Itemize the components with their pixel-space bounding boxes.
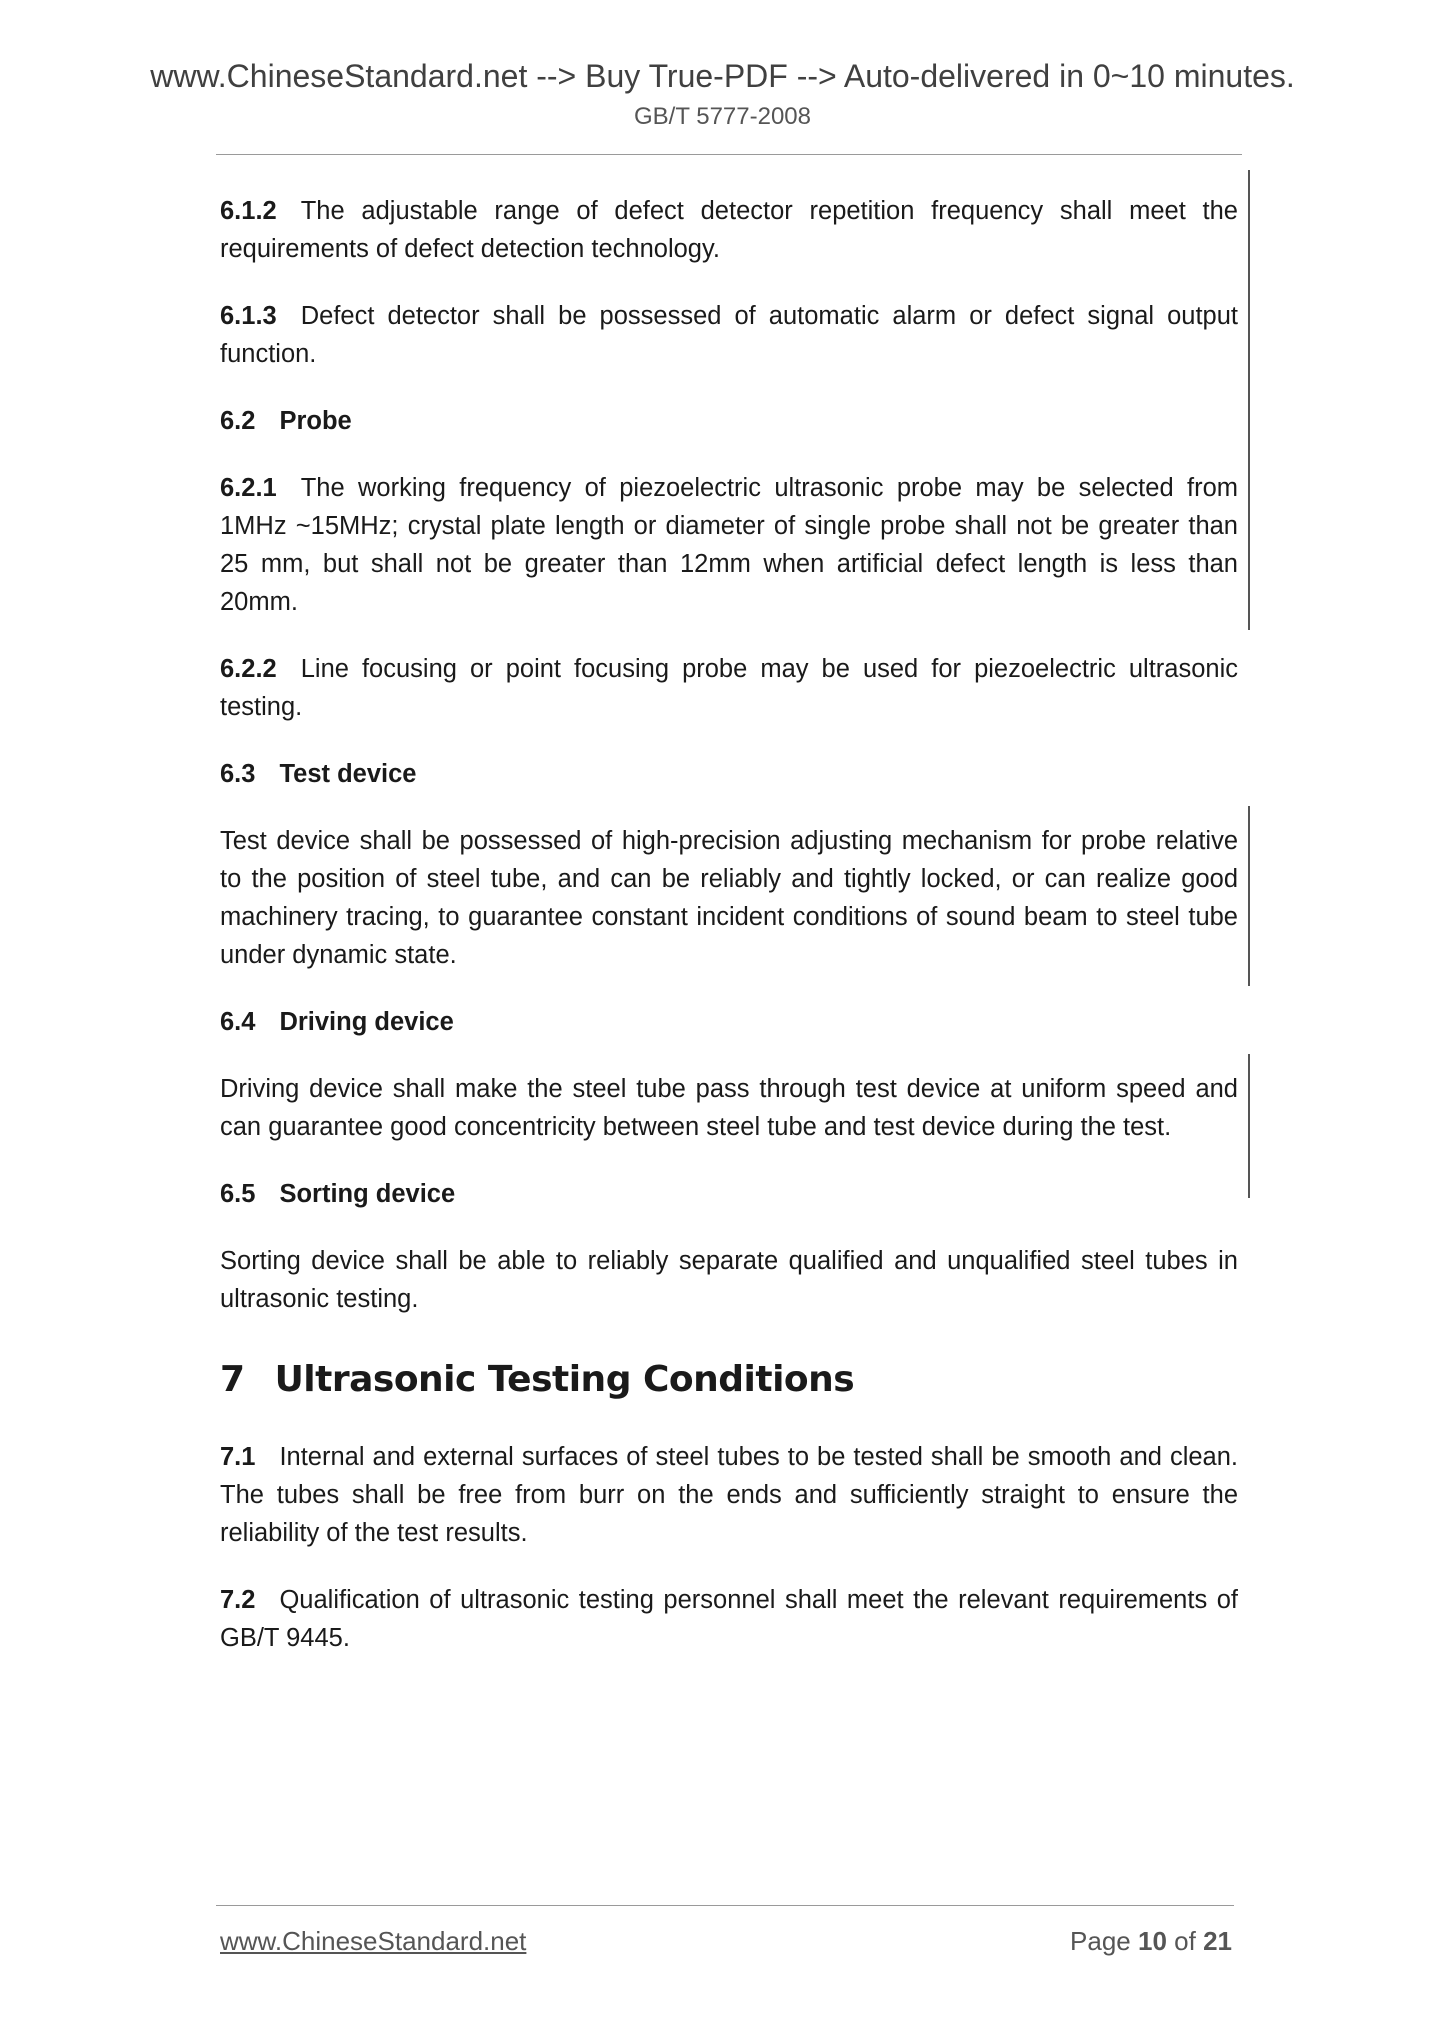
heading-6-3 xyxy=(220,755,1238,793)
clause-6-1-2 xyxy=(220,192,1238,268)
change-bar xyxy=(1248,1054,1250,1198)
clause-number: 6.2.1 xyxy=(220,474,277,502)
clause-number: 6.1.2 xyxy=(220,197,277,225)
footer-website-link[interactable]: www.ChineseStandard.net xyxy=(220,1926,527,1956)
heading-number: 6.5 xyxy=(220,1180,256,1208)
heading-6-5 xyxy=(220,1175,1238,1213)
clause-text: The working frequency of piezoelectric ultrasonic probe may be selected from 1MHz ~15MHz; crystal plate length or diameter of single probe shall not be greater than 25 mm, but shall not be greater than 12mm when artificial defect length is less than 20mm. xyxy=(220,474,1238,616)
document-body xyxy=(220,192,1238,1686)
heading-6-2 xyxy=(220,402,1238,440)
heading-text: Driving device xyxy=(279,1008,454,1036)
standard-code: GB/T 5777-2008 xyxy=(633,103,811,130)
heading-6-4 xyxy=(220,1003,1238,1041)
clause-7-2 xyxy=(220,1581,1238,1657)
header-rule xyxy=(216,154,1242,155)
section-title-text: Ultrasonic Testing Conditions xyxy=(274,1359,855,1400)
page-header xyxy=(0,56,1445,132)
paragraph-test-device: Test device shall be possessed of high-precision adjusting mechanism for probe relative to the position of steel tube, and can be reliably and tightly locked, or can realize good machinery tracing, to guarantee constant incident conditions of sound beam to steel tube under dynamic state. xyxy=(220,827,1238,969)
page-total: 21 xyxy=(1203,1926,1232,1956)
change-bar xyxy=(1248,806,1250,986)
clause-text: Line focusing or point focusing probe may be used for piezoelectric ultrasonic testing. xyxy=(220,655,1238,721)
page-indicator xyxy=(1070,1924,1232,1958)
page-label: Page xyxy=(1070,1926,1131,1956)
heading-text: Probe xyxy=(279,407,352,435)
heading-number: 6.3 xyxy=(220,760,256,788)
clause-text: Defect detector shall be possessed of automatic alarm or defect signal output function. xyxy=(220,302,1238,368)
change-bar xyxy=(1248,170,1250,630)
clause-6-2-2 xyxy=(220,650,1238,726)
clause-text: Internal and external surfaces of steel tubes to be tested shall be smooth and clean. The tubes shall be free from burr on the ends and sufficiently straight to ensure the reliability of the test results. xyxy=(220,1443,1238,1547)
clause-number: 6.1.3 xyxy=(220,302,277,330)
paragraph-sorting-device: Sorting device shall be able to reliably separate qualified and unqualified steel tubes in ultrasonic testing. xyxy=(220,1247,1238,1313)
clause-number: 7.2 xyxy=(220,1586,256,1614)
clause-7-1 xyxy=(220,1438,1238,1552)
clause-text: The adjustable range of defect detector repetition frequency shall meet the requirements of defect detection technology. xyxy=(220,197,1238,263)
clause-number: 6.2.2 xyxy=(220,655,277,683)
paragraph-driving-device: Driving device shall make the steel tube pass through test device at uniform speed and can guarantee good concentricity between steel tube and test device during the test. xyxy=(220,1075,1238,1141)
heading-text: Sorting device xyxy=(279,1180,456,1208)
header-banner: www.ChineseStandard.net --> Buy True-PDF --> Auto-delivered in 0~10 minutes. xyxy=(150,58,1295,94)
footer-rule xyxy=(216,1905,1234,1906)
heading-text: Test device xyxy=(279,760,417,788)
clause-6-2-1 xyxy=(220,469,1238,621)
heading-number: 6.2 xyxy=(220,407,256,435)
section-heading-7 xyxy=(220,1358,1238,1402)
heading-number: 6.4 xyxy=(220,1008,256,1036)
page-current: 10 xyxy=(1138,1926,1167,1956)
clause-number: 7.1 xyxy=(220,1443,256,1471)
section-number: 7 xyxy=(220,1359,245,1400)
page-of: of xyxy=(1174,1926,1196,1956)
clause-6-1-3 xyxy=(220,297,1238,373)
clause-text: Qualification of ultrasonic testing personnel shall meet the relevant requirements of GB/T 9445. xyxy=(220,1586,1238,1652)
